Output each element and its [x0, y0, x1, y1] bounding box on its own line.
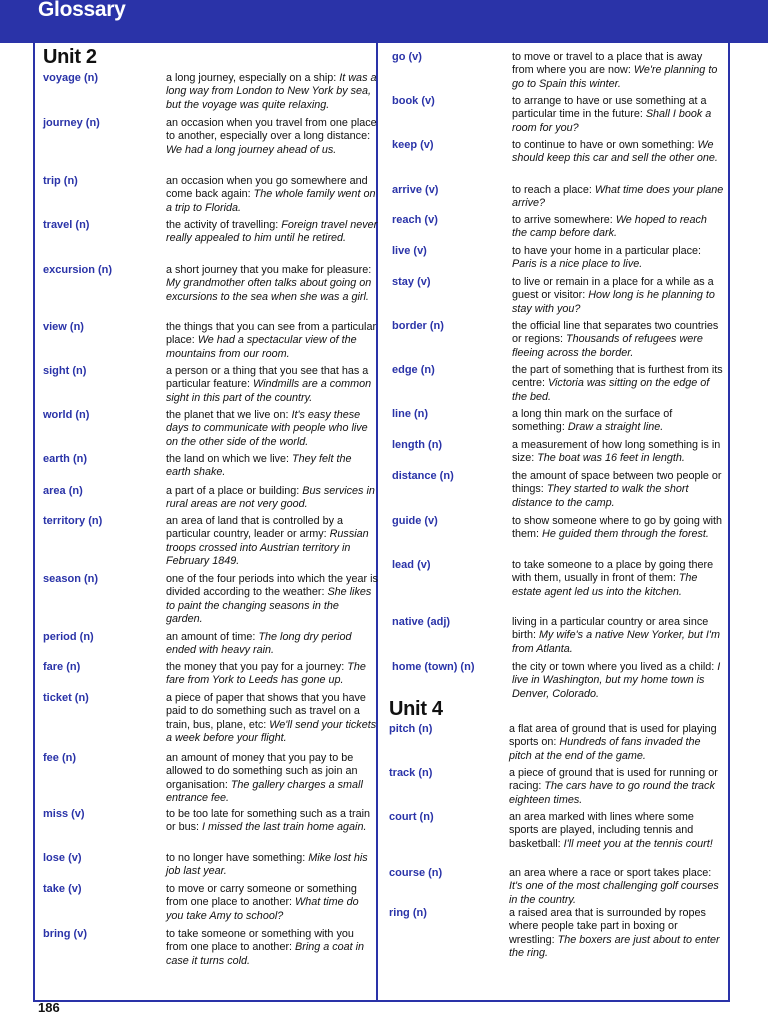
definition-text: a raised area that is surrounded by ropes where people take part in boxing or wrestling:: [509, 907, 706, 946]
definition-text: to take someone to a place by going there with them, usually in front of them:: [512, 559, 714, 585]
glossary-term: course (n): [389, 867, 443, 879]
glossary-definition: [166, 117, 378, 157]
glossary-term: reach (v): [392, 214, 438, 226]
example-sentence: My wife's a native New Yorker, but I'm from Atlanta.: [512, 629, 720, 655]
glossary-definition: [166, 852, 378, 879]
glossary-term: view (n): [43, 321, 84, 333]
glossary-definition: [166, 264, 378, 304]
glossary-term: pitch (n): [389, 723, 433, 735]
glossary-term: length (n): [392, 439, 443, 451]
glossary-definition: [512, 364, 724, 404]
glossary-definition: [166, 365, 378, 405]
glossary-definition: [166, 661, 378, 688]
glossary-term: native (adj): [392, 616, 451, 628]
unit-heading: Unit 2: [43, 46, 97, 68]
definition-text: to take someone or something with you from one place to another:: [166, 928, 354, 954]
header-bar: [0, 0, 768, 43]
definition-text: to continue to have or own something:: [512, 139, 698, 151]
glossary-term: arrive (v): [392, 184, 439, 196]
definition-text: an occasion when you go somewhere and come back again:: [166, 175, 368, 201]
glossary-definition: [512, 470, 724, 510]
example-sentence: What time do you take Amy to school?: [166, 896, 359, 922]
example-sentence: The long dry period ended with heavy rain.: [166, 631, 352, 657]
example-sentence: He guided them through the forest.: [542, 528, 709, 541]
example-sentence: We're planning to go to Spain this winter.: [512, 64, 718, 90]
definition-text: a person or a thing that you see that has a particular feature:: [166, 365, 369, 391]
example-sentence: Hundreds of fans invaded the pitch at the end of the game.: [509, 736, 701, 762]
definition-text: to move or carry someone or something from one place to another:: [166, 883, 357, 909]
glossary-definition: [512, 51, 724, 91]
example-sentence: It's easy these days to communicate with people who live on the other side of the world.: [166, 409, 368, 448]
example-sentence: Foreign travel never really appealed to him until he retired.: [166, 219, 378, 245]
definition-text: a long journey, especially on a ship:: [166, 72, 340, 84]
glossary-term: bring (v): [43, 928, 87, 940]
example-sentence: It was a long way from London to New York by sea, but the voyage was quite relaxing.: [166, 72, 377, 111]
glossary-definition: [166, 485, 378, 512]
definition-text: a measurement of how long something is in size:: [512, 439, 721, 465]
definition-text: a part of a place or building:: [166, 485, 303, 497]
glossary-term: sight (n): [43, 365, 87, 377]
glossary-definition: [509, 907, 721, 961]
definition-text: a piece of paper that shows that you have paid to do something such as travel on a train, bus, plane, etc:: [166, 692, 366, 731]
glossary-term: book (v): [392, 95, 435, 107]
definition-text: to arrive somewhere:: [512, 214, 616, 226]
definition-text: to move or travel to a place that is away from where you are now:: [512, 51, 703, 77]
glossary-term: keep (v): [392, 139, 434, 151]
glossary-term: line (n): [392, 408, 429, 420]
definition-text: the part of something that is furthest from its centre:: [512, 364, 723, 390]
example-sentence: Bus services in rural areas are not very good.: [166, 485, 375, 511]
example-sentence: Bring a coat in case it turns cold.: [166, 941, 365, 967]
glossary-term: live (v): [392, 245, 427, 257]
example-sentence: They felt the earth shake.: [166, 453, 352, 479]
glossary-definition: [512, 95, 724, 135]
glossary-definition: [166, 752, 378, 806]
glossary-term: territory (n): [43, 515, 103, 527]
glossary-definition: [512, 276, 724, 316]
glossary-definition: [166, 453, 378, 480]
definition-text: the planet that we live on:: [166, 409, 292, 421]
glossary-term: trip (n): [43, 175, 78, 187]
example-sentence: I'll meet you at the tennis court!: [563, 837, 713, 850]
glossary-definition: [512, 408, 724, 435]
glossary-term: stay (v): [392, 276, 431, 288]
glossary-term: edge (n): [392, 364, 435, 376]
glossary-term: earth (n): [43, 453, 87, 465]
definition-text: a long thin mark on the surface of something:: [512, 408, 673, 434]
definition-text: an amount of money that you pay to be allowed to do something such as join an organisation:: [166, 752, 358, 791]
glossary-definition: [166, 515, 378, 569]
example-sentence: Draw a straight line.: [567, 421, 664, 434]
example-sentence: The boat was 16 feet in length.: [537, 452, 685, 465]
glossary-definition: [512, 214, 724, 241]
glossary-term: go (v): [392, 51, 422, 63]
example-sentence: My grandmother often talks about going on excursions to the sea when she was a girl.: [166, 277, 372, 303]
glossary-term: world (n): [43, 409, 90, 421]
glossary-term: court (n): [389, 811, 434, 823]
glossary-term: season (n): [43, 573, 99, 585]
definition-text: an area where a race or sport takes place:: [509, 867, 712, 879]
example-sentence: Paris is a nice place to live.: [512, 258, 643, 271]
definition-text: the land on which we live:: [166, 453, 293, 465]
example-sentence: Russian troops crossed into Austrian territory in February 1849.: [166, 528, 369, 568]
definition-text: the official line that separates two countries or regions:: [512, 320, 719, 346]
glossary-definition: [512, 320, 724, 360]
definition-text: to show someone where to go by going with them:: [512, 515, 723, 541]
glossary-definition: [166, 219, 378, 246]
glossary-term: travel (n): [43, 219, 90, 231]
definition-text: to have your home in a particular place:: [512, 245, 702, 257]
glossary-term: excursion (n): [43, 264, 113, 276]
definition-text: to no longer have something:: [166, 852, 309, 864]
example-sentence: Mike lost his job last year.: [166, 852, 368, 878]
definition-text: living in a particular country or area since birth:: [512, 616, 709, 642]
glossary-term: area (n): [43, 485, 83, 497]
example-sentence: It's one of the most challenging golf courses in the country.: [509, 880, 719, 906]
glossary-definition: [166, 928, 378, 968]
glossary-term: lose (v): [43, 852, 82, 864]
definition-text: the money that you pay for a journey:: [166, 661, 348, 673]
glossary-definition: [509, 767, 721, 807]
definition-text: a flat area of ground that is used for playing sports on:: [509, 723, 717, 749]
example-sentence: The boxers are just about to enter the ring.: [509, 933, 720, 960]
glossary-term: lead (v): [392, 559, 431, 571]
glossary-term: voyage (n): [43, 72, 99, 84]
definition-text: the things that you can see from a particular place:: [166, 321, 377, 347]
definition-text: a short journey that you make for pleasure:: [166, 264, 372, 276]
glossary-term: home (town) (n): [392, 661, 475, 673]
example-sentence: The estate agent led us into the kitchen.: [512, 572, 698, 598]
glossary-term: take (v): [43, 883, 82, 895]
glossary-definition: [512, 559, 724, 599]
definition-text: the city or town where you lived as a child:: [512, 661, 718, 673]
glossary-definition: [166, 631, 378, 658]
example-sentence: We had a long journey ahead of us.: [166, 143, 337, 156]
unit-heading: Unit 4: [389, 698, 443, 720]
glossary-definition: [166, 321, 378, 361]
example-sentence: We hoped to reach the camp before dark.: [512, 214, 707, 240]
glossary-definition: [166, 692, 378, 746]
example-sentence: We had a spectacular view of the mountains from our room.: [166, 334, 357, 360]
example-sentence: Thousands of refugees were fleeing across the border.: [512, 333, 703, 359]
glossary-term: border (n): [392, 320, 444, 332]
definition-text: an area marked with lines where some sports are played, including tennis and basketball:: [509, 811, 694, 850]
glossary-definition: [512, 139, 724, 166]
glossary-term: fee (n): [43, 752, 76, 764]
glossary-definition: [509, 867, 721, 907]
example-sentence: The whole family went on a trip to Florida.: [166, 188, 376, 214]
definition-text: an area of land that is controlled by a particular country, leader or army:: [166, 515, 344, 541]
example-sentence: They started to walk the short distance to the camp.: [512, 483, 689, 509]
glossary-definition: [166, 409, 378, 449]
example-sentence: The gallery charges a small entrance fee.: [166, 778, 363, 805]
definition-text: a piece of ground that is used for running or racing:: [509, 767, 718, 793]
glossary-term: ring (n): [389, 907, 427, 919]
glossary-term: ticket (n): [43, 692, 89, 704]
glossary-definition: [166, 72, 378, 112]
glossary-definition: [512, 616, 724, 656]
glossary-definition: [166, 808, 378, 835]
definition-text: an occasion when you travel from one place to another, especially over a long distance:: [166, 117, 377, 143]
definition-text: one of the four periods into which the year is divided according to the weather:: [166, 573, 378, 599]
example-sentence: We'll send your tickets a week before your flight.: [166, 718, 377, 745]
glossary-definition: [166, 175, 378, 215]
example-sentence: How long is he planning to stay with you?: [512, 289, 715, 315]
glossary-term: period (n): [43, 631, 94, 643]
definition-text: to live or remain in a place for a while as a guest or visitor:: [512, 276, 714, 302]
definition-text: the activity of travelling:: [166, 219, 282, 231]
glossary-definition: [512, 661, 724, 701]
glossary-definition: [512, 439, 724, 466]
glossary-definition: [509, 811, 721, 851]
glossary-term: fare (n): [43, 661, 81, 673]
definition-text: to arrange to have or use something at a particular time in the future:: [512, 95, 707, 121]
example-sentence: We should keep this car and sell the other one.: [512, 139, 718, 165]
glossary-definition: [166, 573, 378, 627]
example-sentence: The fare from York to Leeds has gone up.: [166, 661, 366, 687]
example-sentence: Victoria was sitting on the edge of the bed.: [512, 377, 710, 403]
glossary-term: track (n): [389, 767, 433, 779]
page-title: Glossary: [38, 0, 126, 21]
example-sentence: She likes to paint the changing seasons in the garden.: [166, 586, 372, 626]
example-sentence: I live in Washington, but my home town is Denver, Colorado.: [512, 661, 721, 700]
glossary-definition: [512, 184, 724, 211]
definition-text: to be too late for something such as a train or bus:: [166, 808, 371, 834]
definition-text: an amount of time:: [166, 631, 259, 643]
glossary-term: journey (n): [43, 117, 100, 129]
example-sentence: Windmills are a common sight in this part of the country.: [166, 378, 372, 404]
example-sentence: Shall I book a room for you?: [512, 108, 712, 134]
glossary-definition: [509, 723, 721, 763]
definition-text: the amount of space between two people or things:: [512, 470, 722, 496]
glossary-definition: [166, 883, 378, 923]
glossary-term: guide (v): [392, 515, 438, 527]
definition-text: to reach a place:: [512, 184, 595, 196]
page-number: 186: [38, 1000, 60, 1015]
glossary-term: distance (n): [392, 470, 454, 482]
glossary-definition: [512, 245, 724, 272]
example-sentence: I missed the last train home again.: [202, 821, 367, 834]
glossary-definition: [512, 515, 724, 542]
glossary-term: miss (v): [43, 808, 85, 820]
example-sentence: The cars have to go round the track eighteen times.: [509, 780, 715, 806]
example-sentence: What time does your plane arrive?: [512, 184, 724, 210]
